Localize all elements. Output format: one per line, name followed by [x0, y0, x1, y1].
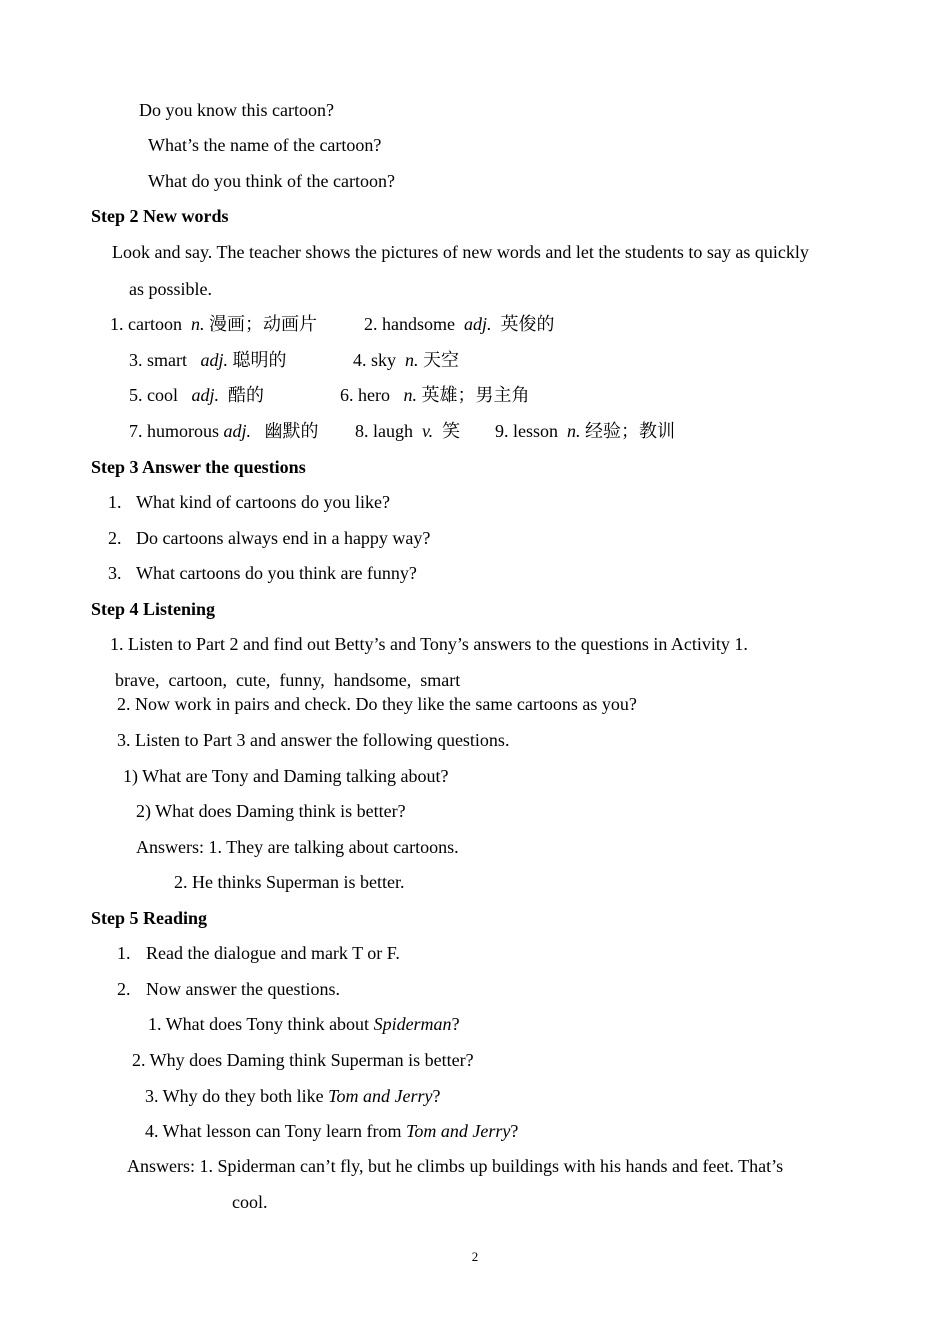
step5-item: Now answer the questions. [146, 979, 340, 999]
word-item: 1. cartoon n. 漫画；动画片 [110, 314, 317, 334]
word-item: 2. handsome adj. 英俊的 [364, 314, 555, 334]
intro-question-3: What do you think of the cartoon? [148, 171, 395, 191]
step2-instruction: Look and say. The teacher shows the pictures of new words and let the students to say as quickly [112, 242, 809, 262]
word-item: 8. laugh v. 笑 [355, 421, 461, 441]
step2-heading: Step 2 New words [91, 206, 229, 226]
step5-question-2: 2. Why does Daming think Superman is better? [132, 1050, 474, 1070]
step4-answer-2: 2. He thinks Superman is better. [174, 872, 405, 892]
step5-question-1: 1. What does Tony think about Spiderman? [148, 1014, 460, 1034]
step5-question-4: 4. What lesson can Tony learn from Tom and Jerry? [145, 1121, 519, 1141]
word-item: 9. lesson n. 经验；教训 [495, 421, 675, 441]
step4-answer-1: Answers: 1. They are talking about cartoons. [136, 837, 459, 857]
step3-question-num: 2. [108, 528, 122, 548]
step5-item-num: 1. [117, 943, 131, 963]
step5-question-3: 3. Why do they both like Tom and Jerry? [145, 1086, 441, 1106]
step3-question-num: 1. [108, 492, 122, 512]
step3-question: Do cartoons always end in a happy way? [136, 528, 431, 548]
step4-word-list: brave, cartoon, cute, funny, handsome, smart [115, 670, 461, 690]
word-item: 4. sky n. 天空 [353, 350, 460, 370]
step5-heading: Step 5 Reading [91, 908, 208, 928]
word-item: 3. smart adj. 聪明的 [129, 350, 287, 370]
step3-question: What cartoons do you think are funny? [136, 563, 417, 583]
intro-question-2: What’s the name of the cartoon? [148, 135, 382, 155]
step4-question-1: 1) What are Tony and Daming talking about? [123, 766, 449, 786]
step5-item-num: 2. [117, 979, 131, 999]
step4-heading: Step 4 Listening [91, 599, 216, 619]
step4-item-3: 3. Listen to Part 3 and answer the following questions. [117, 730, 510, 750]
step4-item-1: 1. Listen to Part 2 and find out Betty’s and Tony’s answers to the questions in Activity 1. [110, 634, 748, 654]
step3-question: What kind of cartoons do you like? [136, 492, 390, 512]
step3-question-num: 3. [108, 563, 122, 583]
word-item: 7. humorous adj. 幽默的 [129, 421, 319, 441]
step5-answer: Answers: 1. Spiderman can’t fly, but he climbs up buildings with his hands and feet. That’s [127, 1156, 784, 1176]
step3-heading: Step 3 Answer the questions [91, 457, 306, 477]
intro-question-1: Do you know this cartoon? [139, 100, 334, 120]
word-item: 6. hero n. 英雄；男主角 [340, 385, 530, 405]
step4-question-2: 2) What does Daming think is better? [136, 801, 406, 821]
step5-answer-cont: cool. [232, 1192, 268, 1212]
page-number: 2 [471, 1249, 479, 1264]
word-item: 5. cool adj. 酷的 [129, 385, 265, 405]
step2-instruction-cont: as possible. [129, 279, 212, 299]
step5-item: Read the dialogue and mark T or F. [146, 943, 400, 963]
step4-item-2: 2. Now work in pairs and check. Do they like the same cartoons as you? [117, 694, 637, 714]
